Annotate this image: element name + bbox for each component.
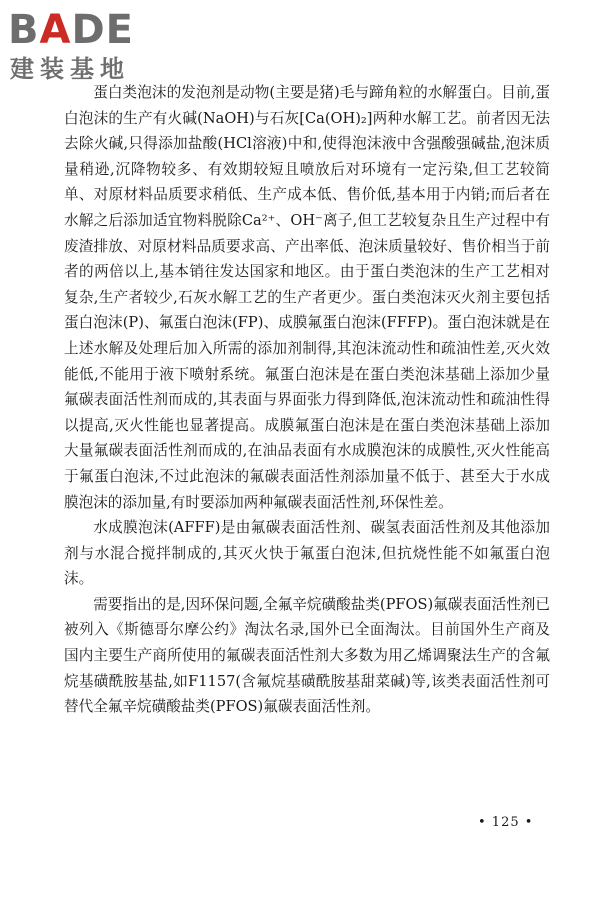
paragraph-protein-foam: 蛋白类泡沫的发泡剂是动物(主要是猪)毛与蹄角粒的水解蛋白。目前,蛋白泡沫的生产有火碱(NaOH)与石灰[Ca(OH)₂]两种水解工艺。前者因无法去除火碱,只得添加盐酸(HCl溶液)中和,使得泡沫液中含强酸强碱盐,泡沫质量稍逊,沉降物较多、有效期较短且喷放后对环境有一定污染,但工艺较简单、对原材料品质要求稍低、生产成本低、售价低,基本用于内销;而后者在水解之后添加适宜物料脱除Ca²⁺、OH⁻离子,但工艺较复杂且生产过程中有废渣排放、对原材料品质要求高、产出率低、泡沫质量较好、售价相当于前者的两倍以上,基本销往发达国家和地区。由于蛋白类泡沫的生产工艺相对复杂,生产者较少,石灰水解工艺的生产者更少。蛋白类泡沫灭火剂主要包括蛋白泡沫(P)、氟蛋白泡沫(FP)、成膜氟蛋白泡沫(FFFP)。蛋白泡沫就是在上述水解及处理后加入所需的添加剂制得,其泡沫流动性和疏油性差,灭火效能低,不能用于液下喷射系统。氟蛋白泡沫是在蛋白类泡沫基础上添加少量氟碳表面活性剂而成的,其表面与界面张力得到降低,泡沫流动性和疏油性得以提高,灭火性能也显著提高。成膜氟蛋白泡沫是在蛋白类泡沫基础上添加大量氟碳表面活性剂而成的,在油品表面有水成膜泡沫的成膜性,灭火性能高于氟蛋白泡沫,不过此泡沫的氟碳表面活性剂添加量不低于、甚至大于水成膜泡沫的添加量,有时要添加两种氟碳表面活性剂,环保性差。 (64, 84, 550, 511)
logo-wordmark (8, 6, 134, 54)
logo-subtitle: 建装基地 (10, 55, 130, 83)
page-number: • 125 • (478, 815, 534, 830)
page-body (64, 80, 550, 720)
logo-letter-b: B (8, 7, 40, 53)
publisher-logo (8, 6, 178, 86)
logo-letters-de: DE (71, 7, 134, 53)
paragraph-pfos: 需要指出的是,因环保问题,全氟辛烷磺酸盐类(PFOS)氟碳表面活性剂已被列入《斯德哥尔摩公约》淘汰名录,国外已全面淘汰。目前国外生产商及国内主要生产商所使用的氟碳表面活性剂大多数为用乙烯调聚法生产的含氟烷基磺酰胺基盐,如F1157(含氟烷基磺酰胺基甜菜碱)等,该类表面活性剂可替代全氟辛烷磺酸盐类(PFOS)氟碳表面活性剂。 (64, 595, 550, 716)
logo-letter-a-accent: A (39, 7, 72, 53)
paragraph-afff: 水成膜泡沫(AFFF)是由氟碳表面活性剂、碳氢表面活性剂及其他添加剂与水混合搅拌制成的,其灭火快于氟蛋白泡沫,但抗烧性能不如氟蛋白泡沫。 (64, 519, 550, 588)
